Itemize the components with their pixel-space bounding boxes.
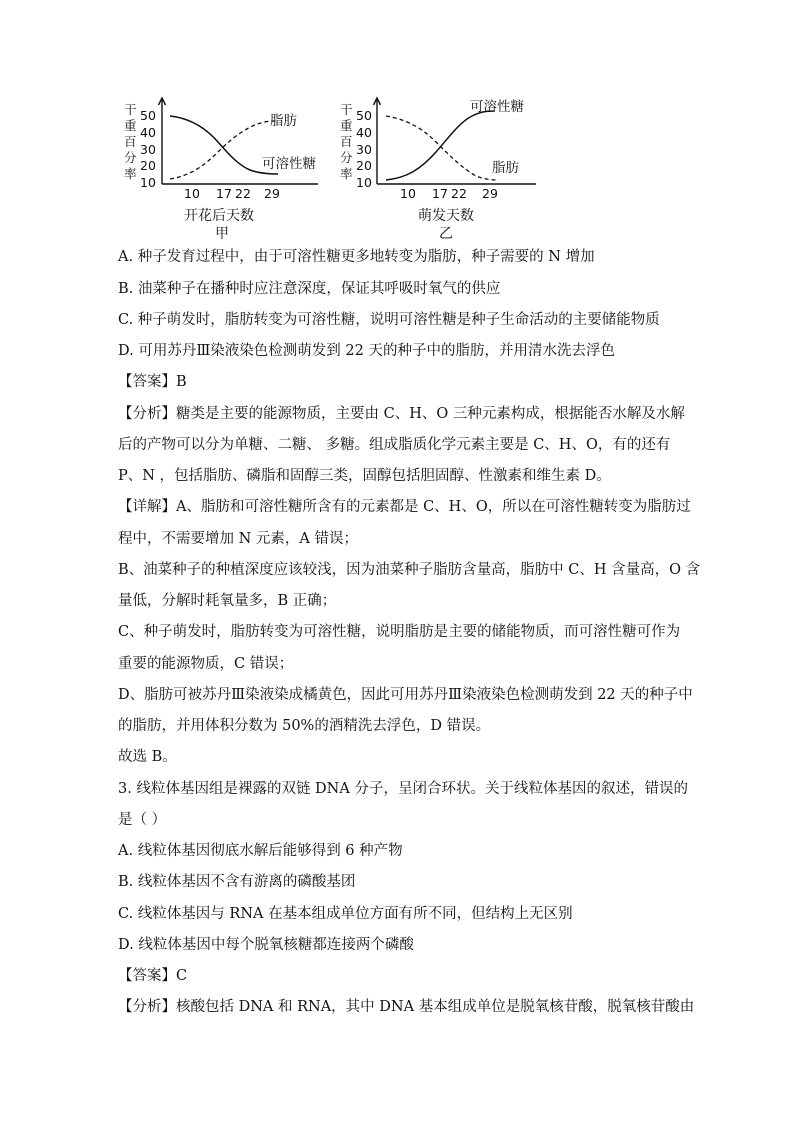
y-tick-label: 40: [356, 125, 372, 140]
figure-yi: [336, 92, 546, 240]
x-tick-label: 29: [482, 186, 498, 201]
curve-label-sugar: 可溶性糖: [262, 156, 316, 172]
analysis-line: 后的产物可以分为单糖、二糖、 多糖。组成脂质化学元素主要是 C、H、O，有的还有: [118, 437, 671, 453]
curve-label-sugar: 可溶性糖: [470, 99, 524, 115]
x-axis-caption: 开花后天数: [184, 208, 254, 224]
y-axis-label-char: 重: [124, 118, 137, 133]
analysis-line: 【分析】糖类是主要的能源物质，主要由 C、H、O 三种元素构成，根据能否水解及水解: [118, 406, 685, 422]
y-tick-label: 30: [140, 142, 156, 157]
option-c: C. 线粒体基因与 RNA 在基本组成单位方面有所不同，但结构上无区别: [118, 906, 573, 922]
question-3: 是（ ）: [118, 812, 167, 828]
x-tick-label: 22: [451, 186, 467, 201]
option-d: D. 可用苏丹Ⅲ染液染色检测萌发到 22 天的种子中的脂肪，并用清水洗去浮色: [118, 343, 615, 359]
answer: 【答案】C: [118, 968, 188, 984]
option-a: A. 线粒体基因彻底水解后能够得到 6 种产物: [118, 843, 403, 859]
option-c: C. 种子萌发时，脂肪转变为可溶性糖，说明可溶性糖是种子生命活动的主要储能物质: [118, 312, 660, 328]
y-axis-label-char: 率: [124, 166, 137, 181]
detail-line: C、种子萌发时，脂肪转变为可溶性糖，说明脂肪是主要的储能物质，而可溶性糖可作为: [118, 624, 681, 640]
option-b: B. 油菜种子在播种时应注意深度，保证其呼吸时氧气的供应: [118, 281, 501, 297]
y-axis-label-char: 百: [340, 134, 353, 149]
figure-name: 甲: [215, 226, 229, 242]
detail-line: 的脂肪，并用体积分数为 50%的酒精洗去浮色，D 错误。: [118, 718, 491, 734]
y-tick-label: 10: [356, 175, 372, 190]
y-tick-label: 40: [140, 125, 156, 140]
y-axis-label-char: 干: [124, 102, 137, 117]
y-tick-label: 50: [140, 108, 156, 123]
x-tick-label: 10: [184, 186, 200, 201]
curve-label-fat: 脂肪: [270, 113, 297, 129]
figure-jia: [118, 92, 328, 240]
x-tick-label: 29: [264, 186, 280, 201]
fat-curve: [386, 116, 498, 180]
analysis-line: 【分析】核酸包括 DNA 和 RNA，其中 DNA 基本组成单位是脱氧核苷酸，脱氧核苷酸由: [118, 999, 695, 1015]
answer: 【答案】B: [118, 374, 187, 390]
detail-line: B、油菜种子的种植深度应该较浅，因为油菜种子脂肪含量高，脂肪中 C、H 含量高，O 含: [118, 562, 701, 578]
x-tick-label: 22: [235, 186, 251, 201]
detail-line: 重要的能源物质，C 错误；: [118, 656, 294, 672]
detail-line: 【详解】A、脂肪和可溶性糖所含有的元素都是 C、H、O，所以在可溶性糖转变为脂肪过: [118, 499, 691, 515]
y-axis-label-char: 百: [124, 134, 137, 149]
x-tick-label: 17: [432, 186, 448, 201]
y-tick-label: 10: [140, 175, 156, 190]
y-axis-label-char: 重: [340, 118, 353, 133]
question-3: 3. 线粒体基因组是裸露的双链 DNA 分子，呈闭合环状。关于线粒体基因的叙述，错误的: [118, 781, 688, 797]
x-tick-label: 10: [400, 186, 416, 201]
y-axis-label-char: 分: [124, 150, 137, 165]
detail-line: D、脂肪可被苏丹Ⅲ染液染成橘黄色，因此可用苏丹Ⅲ染液染色检测萌发到 22 天的种子中: [118, 687, 693, 703]
x-tick-label: 17: [216, 186, 232, 201]
option-a: A. 种子发育过程中，由于可溶性糖更多地转变为脂肪，种子需要的 N 增加: [118, 249, 595, 265]
detail-line: 量低，分解时耗氧量多，B 正确；: [118, 593, 337, 609]
figure-name: 乙: [439, 226, 453, 242]
y-axis-label-char: 率: [340, 166, 353, 181]
analysis-line: P、N ，包括脂肪、磷脂和固醇三类，固醇包括胆固醇、性激素和维生素 D。: [118, 468, 611, 484]
y-axis-label-char: 干: [340, 102, 353, 117]
y-tick-label: 20: [140, 158, 156, 173]
conclusion: 故选 B。: [118, 749, 177, 765]
option-d: D. 线粒体基因中每个脱氧核糖都连接两个磷酸: [118, 937, 414, 953]
detail-line: 程中，不需要增加 N 元素，A 错误；: [118, 531, 358, 547]
option-b: B. 线粒体基因不含有游离的磷酸基团: [118, 874, 356, 890]
y-tick-label: 20: [356, 158, 372, 173]
x-axis-caption: 萌发天数: [418, 208, 474, 224]
y-tick-label: 30: [356, 142, 372, 157]
soluble-sugar-curve: [386, 111, 494, 180]
y-tick-label: 50: [356, 108, 372, 123]
curve-label-fat: 脂肪: [492, 160, 519, 176]
y-axis-label-char: 分: [340, 150, 353, 165]
